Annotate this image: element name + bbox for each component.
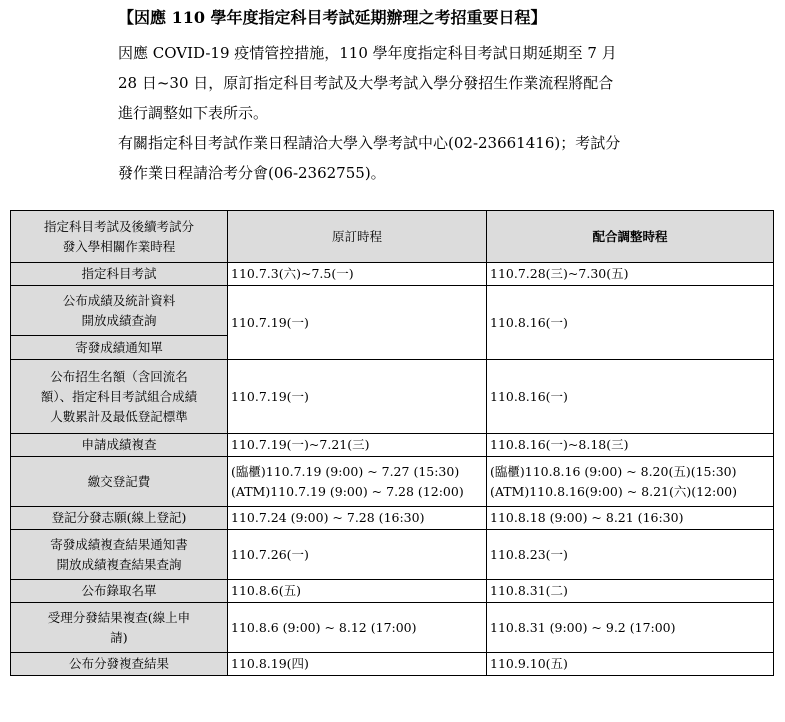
- adjusted-cell: [487, 580, 774, 603]
- header-original: 原訂時程: [228, 211, 487, 263]
- item-line: 人數累計及最低登記標準: [50, 408, 188, 424]
- table-row: [11, 653, 774, 676]
- adjusted-cell: [487, 263, 774, 286]
- item-cell: [11, 457, 228, 507]
- table-row: [11, 507, 774, 530]
- item-line: 登記分發志願(線上登記): [51, 510, 187, 525]
- table-header-row: [11, 211, 774, 263]
- intro-line: 28 日~30 日，原訂指定科目考試及大學考試入學分發招生作業流程將配合: [118, 74, 614, 92]
- adjusted-cell: [487, 457, 774, 507]
- adjusted-line: (臨櫃)110.8.16 (9:00) ~ 8.20(五)(15:30): [490, 463, 737, 479]
- item-cell: [11, 653, 228, 676]
- original-line: (ATM)110.7.19 (9:00) ~ 7.28 (12:00): [231, 483, 464, 499]
- item-cell: [11, 360, 228, 434]
- adjusted-line: 110.8.16(一)~8.18(三): [490, 437, 629, 452]
- header-item-line: 指定科目考試及後續考試分: [43, 218, 194, 234]
- document-title: 【因應 110 學年度指定科目考試延期辦理之考招重要日程】: [118, 8, 547, 27]
- contact-line: 發作業日程請洽考分會(06-2362755)。: [118, 164, 386, 182]
- item-line: 請): [110, 629, 128, 645]
- original-cell: [228, 263, 487, 286]
- item-line: 寄發成績通知單: [75, 339, 163, 355]
- table-row: [11, 580, 774, 603]
- item-line: 寄發成績複查結果通知書: [50, 536, 188, 552]
- table-row: [11, 286, 774, 336]
- adjusted-line: 110.8.16(一): [490, 314, 568, 330]
- item-line: 公布成績及統計資料: [62, 292, 176, 308]
- item-line: 開放成績查詢: [81, 312, 157, 328]
- intro-paragraph: [118, 38, 758, 128]
- adjusted-line: (ATM)110.8.16(9:00) ~ 8.21(六)(12:00): [490, 483, 738, 499]
- original-line: 110.8.19(四): [231, 656, 309, 671]
- adjusted-cell: [487, 434, 774, 457]
- item-cell: [11, 286, 228, 336]
- original-line: 110.8.6 (9:00) ~ 8.12 (17:00): [231, 619, 417, 635]
- adjusted-line: 110.8.18 (9:00) ~ 8.21 (16:30): [490, 510, 684, 525]
- original-line: 110.7.19(一)~7.21(三): [231, 437, 370, 452]
- adjusted-line: 110.8.31(二): [490, 583, 568, 598]
- adjusted-line: 110.8.31 (9:00) ~ 9.2 (17:00): [490, 619, 676, 635]
- table-row: [11, 603, 774, 653]
- intro-line: 進行調整如下表所示。: [118, 104, 269, 122]
- original-line: 110.7.24 (9:00) ~ 7.28 (16:30): [231, 510, 425, 525]
- item-line: 指定科目考試: [81, 266, 157, 281]
- original-line: 110.7.19(一): [231, 314, 309, 330]
- item-line: 公布分發複查結果: [68, 656, 169, 671]
- item-line: 開放成績複查結果查詢: [56, 556, 182, 572]
- original-line: 110.7.3(六)~7.5(一): [231, 266, 354, 281]
- adjusted-line: 110.8.23(一): [490, 546, 568, 562]
- original-cell: [228, 653, 487, 676]
- original-cell: [228, 530, 487, 580]
- item-line: 受理分發結果複查(線上申: [47, 609, 191, 625]
- original-line: 110.7.26(一): [231, 546, 309, 562]
- table-row: [11, 263, 774, 286]
- original-cell: [228, 286, 487, 360]
- adjusted-cell: [487, 653, 774, 676]
- item-cell: [11, 434, 228, 457]
- intro-line: 因應 COVID-19 疫情管控措施，110 學年度指定科目考試日期延期至 7 月: [118, 44, 617, 62]
- adjusted-line: 110.8.16(一): [490, 388, 568, 404]
- table-row: [11, 360, 774, 434]
- item-cell: [11, 580, 228, 603]
- contact-line: 有關指定科目考試作業日程請洽大學入學考試中心(02-23661416)；考試分: [118, 134, 621, 152]
- table-row: [11, 530, 774, 580]
- adjusted-cell: [487, 286, 774, 360]
- original-cell: [228, 580, 487, 603]
- item-line: 額）、指定科目考試組合成績: [40, 388, 198, 404]
- adjusted-cell: [487, 507, 774, 530]
- item-line: 申請成績複查: [81, 437, 157, 452]
- table-row: [11, 434, 774, 457]
- item-cell: [11, 507, 228, 530]
- item-line: 公布錄取名單: [81, 583, 157, 598]
- adjusted-cell: [487, 530, 774, 580]
- schedule-table: [10, 210, 774, 676]
- item-cell: [11, 530, 228, 580]
- header-item-line: 發入學相關作業時程: [62, 238, 176, 254]
- adjusted-line: 110.9.10(五): [490, 656, 568, 671]
- adjusted-cell: [487, 603, 774, 653]
- item-line: 繳交登記費: [87, 473, 151, 489]
- original-cell: [228, 360, 487, 434]
- original-line: (臨櫃)110.7.19 (9:00) ~ 7.27 (15:30): [231, 463, 460, 479]
- original-cell: [228, 457, 487, 507]
- original-line: 110.7.19(一): [231, 388, 309, 404]
- item-line: 公布招生名額（含回流名: [50, 368, 188, 384]
- adjusted-cell: [487, 360, 774, 434]
- item-cell: [11, 263, 228, 286]
- header-adjusted: 配合調整時程: [487, 211, 774, 263]
- table-row: [11, 457, 774, 507]
- original-cell: [228, 507, 487, 530]
- item-cell: [11, 603, 228, 653]
- item-cell: [11, 336, 228, 360]
- original-cell: [228, 603, 487, 653]
- original-line: 110.8.6(五): [231, 583, 301, 598]
- original-cell: [228, 434, 487, 457]
- header-item: [11, 211, 228, 263]
- contact-paragraph: [118, 128, 758, 188]
- adjusted-line: 110.7.28(三)~7.30(五): [490, 266, 629, 281]
